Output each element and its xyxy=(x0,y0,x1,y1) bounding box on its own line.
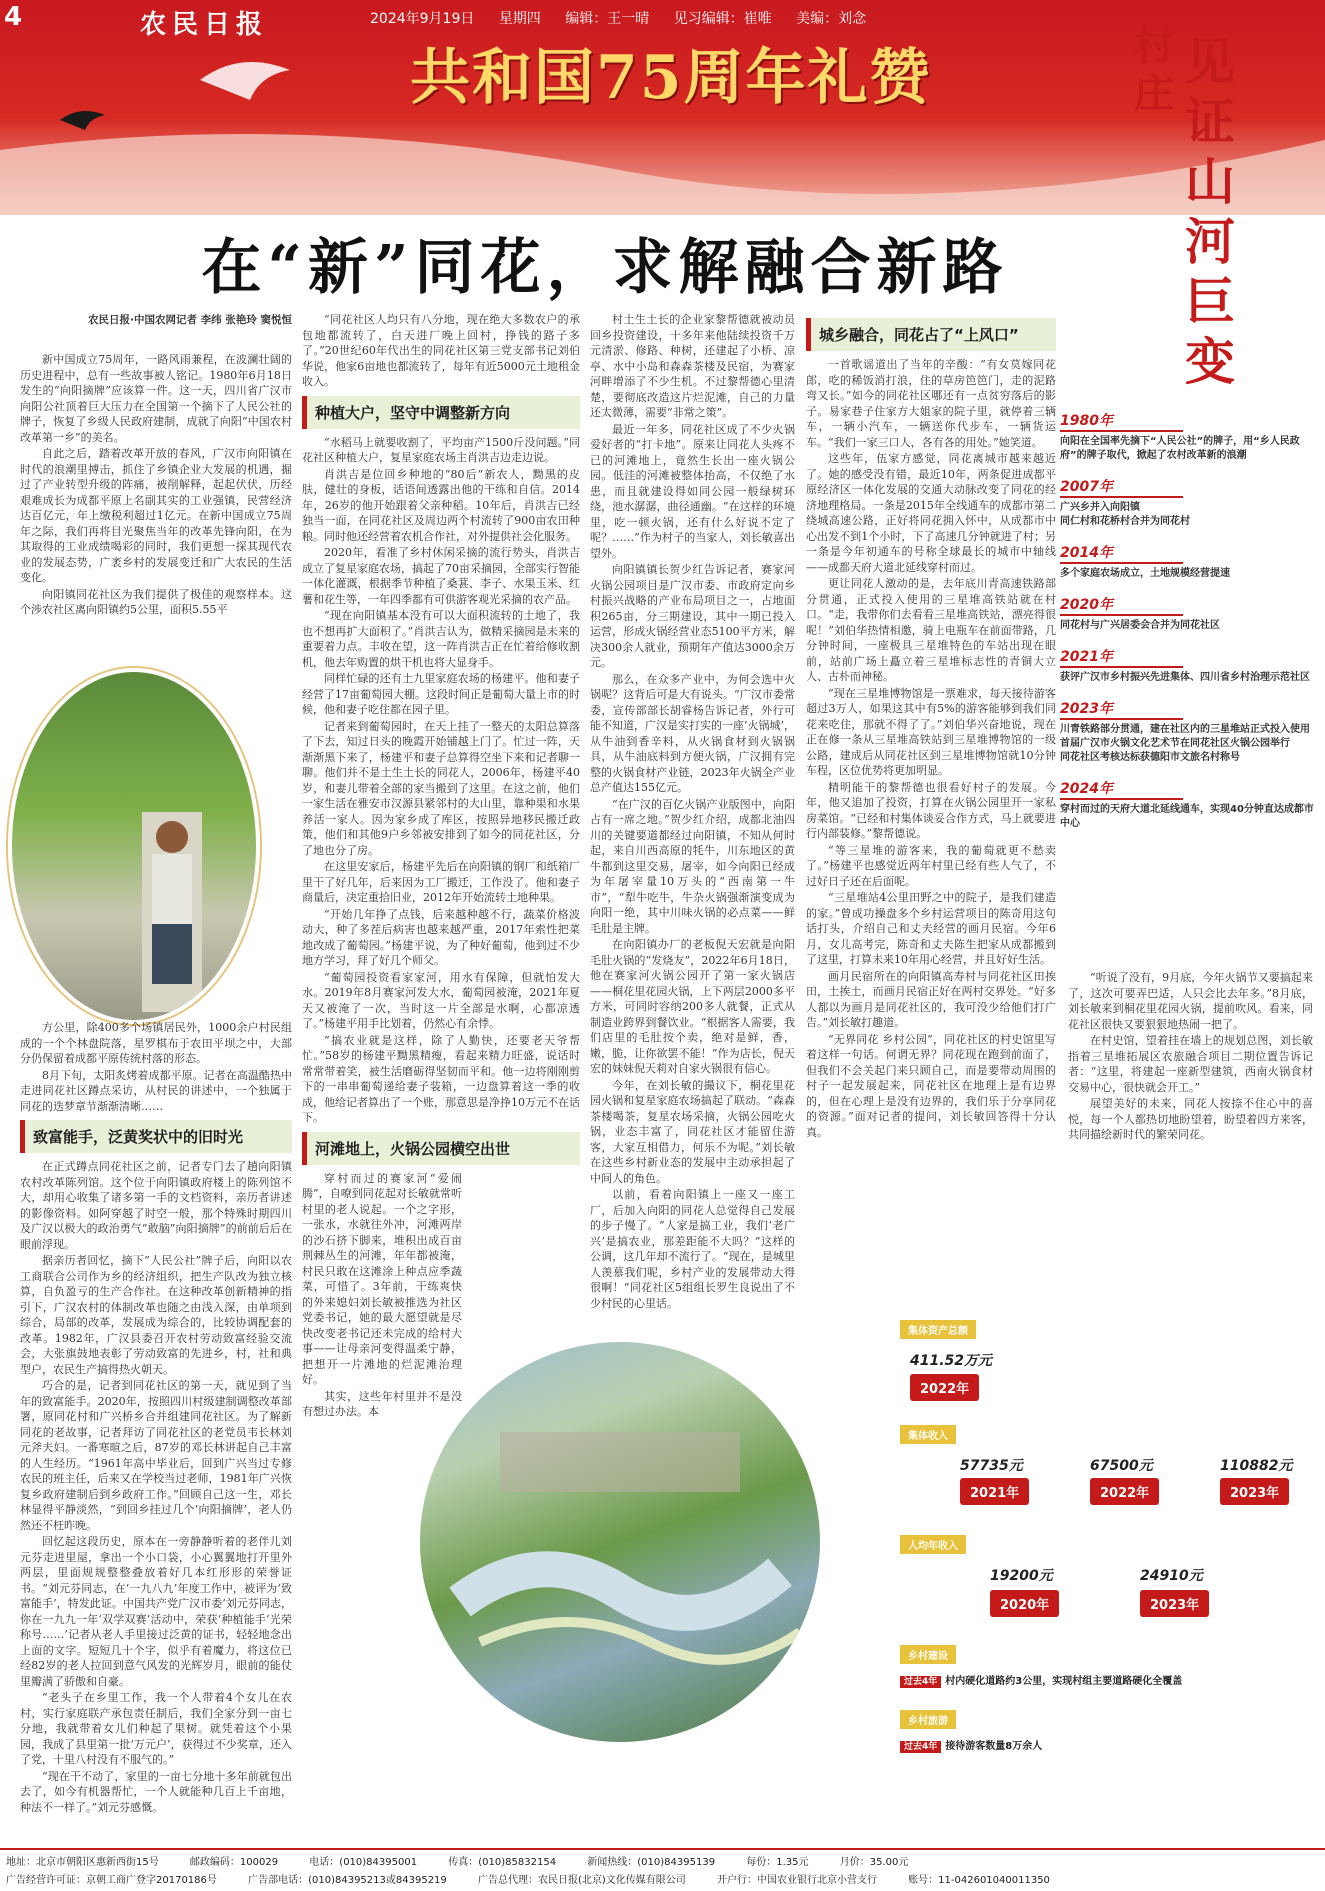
stat-year-per-capita: 2023年 xyxy=(1140,1590,1209,1617)
timeline-year: 2023年 xyxy=(1060,698,1183,720)
stat-text-tourism xyxy=(900,1737,1042,1752)
timeline-year: 2024年 xyxy=(1060,778,1183,800)
footer-hotline: 新闻热线：(010)84395139 xyxy=(587,1857,716,1868)
footer-address: 地址：北京市朝阳区惠新西街15号 xyxy=(6,1857,159,1868)
stat-year-income: 2022年 xyxy=(1090,1478,1159,1505)
timeline-entry xyxy=(1060,778,1318,831)
paragraph: “现在干不动了，家里的一亩七分地十多年前就包出去了，如今有机器帮忙，一个人就能种几百上千亩地，种法不一样了。”刘元芬感慨。 xyxy=(20,1769,292,1814)
paragraph: 在村史馆，望着挂在墙上的规划总图，刘长敏指着三星堆拓展区农旅融合项目二期位置告诉记者：“这里，将建起一座新型建筑，西南火锅食材交易中心，很快就会开工。” xyxy=(1068,1034,1313,1094)
paragraph: “现在三星堆博物馆是一票难求，每天接待游客超过3万人，如果这其中有5%的游客能够到我们同花来吃住，那就不得了了。”刘伯华兴奋地说，现在正在修一条从三星堆高铁站到三星堆博物馆的一级公路，建成后从同花社区到三星堆博物馆就10分钟车程，区位优势将更加明显。 xyxy=(806,686,1056,777)
paragraph: “搞农业就是这样，除了人勤快，还要老天爷帮忙。”58岁的杨建平黝黑精瘦，看起来精力旺盛，说话时常常带着笑，被生活磨砺得坚韧而平和。他一边将刚刚剪下的一串串葡萄递给妻子装箱，一边盘算着这一季的收成，他给记者算出了一个账，那意思是净挣10万元不在话下。 xyxy=(302,1033,580,1124)
paragraph: 一首歌谣道出了当年的辛酸：“有女莫嫁同花郎，吃的稀饭消打浪，住的草房笆笆门，走的泥路弯又长。”如今的同花社区哪还有一点贫穷落后的影子。易家巷子住家方大姐家的院子里，就停着三辆车，一辆小汽车，一辆送你代步车，一辆货运车。“我们一家三口人，各有各的用处。”她笑道。 xyxy=(806,358,1056,449)
paragraph: 在向阳镇办厂的老板倪天宏就是向阳毛肚火锅的“发烧友”，2022年6月18日，他在赛家河火锅公园开了第一家火锅店——桐花里花园火锅，上下两层2000多平方米，可同时容纳200多人就餐，正式从制造业跨界到餐饮业。“根据客人需要，我们店里的毛肚按个卖，绝对是鲜，香，嫩，脆，让你欲罢不能！”作为店长，倪天宏的妹妹倪天莉对自家火锅很有信心。 xyxy=(590,938,795,1075)
paragraph: 巧合的是，记者到同花社区的第一天，就见到了当年的致富能手。2020年，按照四川村级建制调整改革部署，原同花村和广兴桥乡合并组建同花社区。为了解新同花的老故事，记者拜访了同花社区的老党员韦长林刘元斧夫妇。一番寒暄之后，87岁的邓长林讲起自己丰富的人生经历。“1961年高中毕业后，回到广兴当过专修农民的班主任，后来又在学校当过老师，1981年广兴恢复乡政府建制后到乡政府工作。”回顾自己这一生，邓长林显得平静淡然，“到回乡挂过几个‘向阳摘牌’，老人仍然还不枉昨晚。 xyxy=(20,1379,292,1532)
stat-value-assets: 411.52万元 xyxy=(910,1353,993,1369)
paragraph: 在这里安家后，杨建平先后在向阳镇的钢厂和纸箱厂里干了好几年，后来因为工厂搬迁，工作没了。他和妻子商量后，决定重拾旧业，2012年开始流转土地种果。 xyxy=(302,860,580,904)
stat-value-per-capita: 19200元 xyxy=(990,1568,1053,1584)
park-illustration xyxy=(420,1342,820,1742)
paragraph: 最近一年多，同花社区成了不少火锅爱好者的“打卡地”。原来让同花人头疼不已的河滩地上，竟然生长出一座火锅公园。低洼的河滩被整体抬高，不仅绝了水患，而且就建设得如同公园一般绿树环绕，池水潺潺，曲径通幽。“在这样的环境里，吃一顿火锅，还有什么好说不定了呢？……”作为村子的当家人，刘长敏喜出望外。 xyxy=(590,422,795,560)
paragraph: 穿村而过的赛家河“爱闹腾”，自嘹到同花起对长敏就常听村里的老人说起。一个之字形，一张水，水就往外冲，河滩两岸的沙石挤下脚来，堆积出成百亩荆棘丛生的河滩，年年都被淹，村民只敢在这滩涂上种点应季蔬菜，可惜了。3年前，干练爽快的外来媳妇刘长敏被推选为社区党委书记，她的最大愿望就是尽快改变老书记还未完成的给村大事——让母亲河变得温柔宁静，把想开一片滩地的烂泥滩治理好。 xyxy=(302,1171,462,1386)
footer xyxy=(0,1848,1325,1891)
stat-year-income: 2023年 xyxy=(1220,1478,1289,1505)
issue-weekday: 星期四 xyxy=(498,11,541,27)
column-5 xyxy=(1068,970,1313,1144)
footer-phone: 电话：(010)84395001 xyxy=(309,1857,418,1868)
paragraph: 向阳镇同花社区为我们提供了极佳的观察样本。这个涉农社区离向阳镇约5公里，面积5.55平 xyxy=(20,587,292,616)
timeline-entry xyxy=(1060,410,1318,463)
section-heading-1: 致富能手，泛黄奖状中的旧时光 xyxy=(20,1120,292,1153)
paragraph: “现在向阳镇基本没有可以大面积流转的土地了，我也不想再扩大面积了。”肖洪吉认为，做精采摘园是未来的重要着力点。丰收在望，这一阵肖洪吉正在忙着给修收割机，他去年购置的烘干机也将大显身手。 xyxy=(302,609,580,669)
paragraph: 村土生土长的企业家黎帮德就被动员回乡投资建设，十多年来他陆续投资千万元清淤、修路、种树，还建起了小桥、凉亭、水中小岛和森森茶楼及民宿，为赛家河畔增添了不少生机。不过黎帮德心里清楚，要彻底改造这片烂泥滩，自己的力量还太微薄，需要“非常之策”。 xyxy=(590,313,795,419)
timeline-text: 同花村与广兴居委会合并为同花社区 xyxy=(1060,620,1220,631)
paragraph: “三星堆站4公里田野之中的院子，是我们建造的家。”曾成功操盘多个乡村运营项目的陈奇用这句话打头，介绍自己和丈夫经营的画月民宿。今年6月，女儿高考完，陈奇和丈夫陈生把家从成都搬到了这里，打算未来10年用心经营，并且好好生活。 xyxy=(806,891,1056,966)
column-1-bottom xyxy=(20,1020,292,1816)
footer-ad-license: 广告经营许可证：京朝工商广登字20170186号 xyxy=(6,1875,217,1886)
stat-label-income: 集体收入 xyxy=(900,1425,956,1444)
timeline-text: 川青铁路部分贯通，建在社区内的三星堆站正式投入使用 xyxy=(1060,724,1310,735)
paragraph: 在正式蹲点同花社区之前，记者专门去了趟向阳镇农村改革陈列馆。这个位于向阳镇政府楼上的陈列馆不大，却用心收集了诸多第一手的文档资料，亲历者讲述的影像资料。如阿穿越了时空一般，那个特殊时期四川及广汉以极大的政治勇气“敢脑”向阳摘牌”的前前后后在眼前浮现。 xyxy=(20,1160,292,1251)
byline: 农民日报·中国农网记者 李纬 张艳玲 窦悦恒 xyxy=(88,314,292,326)
paragraph: 向阳镇镇长贺少红告诉记者，赛家河火锅公园项目是广汉市委、市政府定向乡村振兴战略的产业布局项目之一，占地面积265亩，分三期建设，其中一期已投入运营，形成火锅经营业态5100平方米，解决300余人就业，预期年产值达3000余万元。 xyxy=(590,563,795,669)
issue-date: 2024年9月19日 xyxy=(370,11,475,27)
timeline-text: 同仁村和花桥村合并为同花村 xyxy=(1060,516,1190,527)
paragraph: 画月民宿所在的向阳镇高寿村与同花社区田挨田，土挨土，而画月民宿正好在两村交界处。“好多人都以为画月是同花社区的，我可没少给他们打广告。”刘长敏打趣道。 xyxy=(806,969,1056,1029)
publication-info xyxy=(370,8,886,28)
editor: 编辑：王一晴 xyxy=(565,11,650,27)
footer-bank: 开户行：中国农业银行北京小营支行 xyxy=(716,1875,877,1886)
page-number: 4 xyxy=(4,2,23,32)
stat-label-assets: 集体资产总额 xyxy=(900,1320,976,1339)
paragraph: “同花社区人均只有八分地，现在绝大多数农户的承包地都流转了，白天进厂晚上回村，挣钱的路子多了。”20世纪60年代出生的同花社区第三党支部书记刘伯华说，他家6亩地也都流转了，每年有近5000元土地租金收入。 xyxy=(302,313,580,388)
stat-year-income: 2021年 xyxy=(960,1478,1029,1505)
paragraph: 新中国成立75周年，一路风雨兼程，在波澜壮阔的历史进程中，总有一些故事被人铭记。1980年6月18日发生的“向阳摘牌”应该算一件。这一天，四川省广汉市向阳公社顶着巨大压力在全国第一个摘下了人民公社的牌子，恢复了乡级人民政府建制，成就了向阳“中国农村改革第一乡”的美名。 xyxy=(20,353,292,444)
stat-label-tourism: 乡村旅游 xyxy=(900,1710,956,1729)
paragraph: “水稻马上就要收割了，平均亩产1500斤没问题。”同花社区种植大户，复星家庭农场主肖洪吉边走边说。 xyxy=(302,435,580,464)
paragraph: 今年，在刘长敏的撮议下，桐花里花园火锅和复星家庭农场搞起了联动。“森森茶楼喝茶，复星农场采摘，火锅公园吃火锅，业态丰富了，同花社区才能留住游客，大家互相借力，何乐不为呢。”刘长敏在这些乡村新业态的发展中主动承担起了中间人的角色。 xyxy=(590,1078,795,1185)
footer-ad-agent: 广告总代理：农民日报(北京)文化传媒有限公司 xyxy=(477,1875,686,1886)
stat-label-per-capita: 人均年收入 xyxy=(900,1535,966,1554)
column-4 xyxy=(806,312,1056,1141)
paper-name: 农民日报 xyxy=(140,10,269,40)
banner xyxy=(0,0,1325,215)
paragraph: 那么，在众多产业中，为何会选中火锅呢？这背后可是大有说头。“广汉市委常委，宣传部部长胡睿杨告诉记者，外行可能不知道，广汉是实打实的一座‘火锅城’，从牛油到香辛料，从火锅食材到火锅锅具，从牛油底料到方便火锅，广汉拥有完整的火锅食材产业链，2023年火锅全产业总产值达155亿元。 xyxy=(590,672,795,794)
stat-value-income: 110882元 xyxy=(1220,1458,1293,1474)
paragraph: 据亲历者回忆，摘下“人民公社”牌子后，向阳以农工商联合公司作为乡的经济组织，把生产队改为独立核算，自负盈亏的生产合作社。在这种改革创新精神的指引下，广汉农村的体制改革也随之由浅入深，由单项到综合，局部的改革，发展成为综合的，比较协调配套的改革。1982年，广汉县委召开农村劳动致富经验交流会，大张旗鼓地表彰了劳动致富的先进乡，村，社和典型户，农民生产搞得热火朝天。 xyxy=(20,1254,292,1376)
timeline-text: 广兴乡并入向阳镇 xyxy=(1060,502,1140,513)
paragraph: 展望美好的未来，同花人按捺不住心中的喜悦，每一个人都热切地盼望着，盼望着四方来客，共同描绘新时代的繁荣同花。 xyxy=(1068,1097,1313,1141)
footer-account: 账号：11-042601040011350 xyxy=(908,1875,1050,1886)
paragraph: “葡萄园投资看家家河，用水有保障，但就怕发大水。2019年8月赛家河发大水，葡萄园被淹，2021年夏天又被淹了一次，当时这一片全部是水啊，心都凉透了。”杨建平用手比划着，仍然心有余悸。 xyxy=(302,970,580,1030)
column-2 xyxy=(302,312,580,1421)
paragraph: 同样忙碌的还有土九里家庭农场的杨建平。他和妻子经营了17亩葡萄园大棚。这段时间正是葡萄大量上市的时候，他和妻子吃住都在园子里。 xyxy=(302,672,580,716)
paragraph: 以前，看着向阳镇上一座又一座工厂，后加入向阳的同花人总觉得自己发展的步子慢了。“人家是搞工业，我们‘老广兴’是搞农业，那差距能不大吗？”这样的公调，这几年却不流行了。“现在，是城里人羡慕我们呢，乡村产业的发展带动大得很啊！”同花社区5组组长罗生良说出了不少村民的心里话。 xyxy=(590,1188,795,1310)
timeline-text: 同花社区考核达标获德阳市文旅名村称号 xyxy=(1060,752,1240,763)
section-heading-4: 城乡融合，同花占了“上风口” xyxy=(806,318,1056,351)
column-1-top xyxy=(20,352,292,619)
farmer-photo xyxy=(8,668,260,1024)
paragraph: 记者来到葡萄园时，在天上挂了一整天的太阳总算落了下去，知过日头的晚霞开始铺越上门了。忙过一阵，天渐渐黑下来了，杨建平和妻子总算得空坐下来和记者聊一聊。他们并不是土生土长的同花人，2006年，杨建平40岁，和妻儿带着全部的家当搬到了这里。在这之前，他们一家生活在雅安市汉源县紧邻村的大山里，靠种果和水果养活一家人。因为家乡成了库区，按照异地移民搬迁政策，他们和其他9户乡邻被安排到了如今的同花社区，分了地也分了房。 xyxy=(302,719,580,857)
timeline-year: 1980年 xyxy=(1060,410,1183,432)
stat-value-per-capita: 24910元 xyxy=(1140,1568,1203,1584)
timeline-year: 2007年 xyxy=(1060,476,1183,498)
paragraph: 2020年，看准了乡村休闲采摘的流行势头，肖洪吉成立了复星家庭农场，搞起了70亩采摘园，全部实行智能一体化灌溉，根据季节种植了桑葚、李子、水果玉米、红薯和花生等，一年四季都有可供游客观光采摘的农产品。 xyxy=(302,546,580,606)
footer-price-month: 月价：35.00元 xyxy=(839,1857,909,1868)
footer-postcode: 邮政编码：100029 xyxy=(189,1857,279,1868)
timeline-entry xyxy=(1060,542,1318,581)
timeline-text: 向阳在全国率先摘下“人民公社”的牌子，用“乡人民政府”的牌子取代，掀起了农村改革新的浪潮 xyxy=(1060,436,1300,461)
paragraph: 方公里，除400多个场镇居民外，1000余户村民组成的一个个林盘院落，星罗棋布于农田平坝之中，大部分仍保留着成都平原传统村落的形态。 xyxy=(20,1021,292,1065)
stat-tag: 过去4年 xyxy=(900,1676,941,1688)
column-tag-slogan: 见证山河巨变 xyxy=(1185,32,1235,391)
paragraph: “无界同花 乡村公园”，同花社区的村史馆里写着这样一句话。何谓无界？同花现在跑到前面了，但我们不会关起门来只顾自己，而是要带动周围的村子一起发展起来，同花社区在地理上是有边界的，但在心理上是没有边界的，我们乐于分享同花的资源。”面对记者的提问，刘长敏回答得十分认真。 xyxy=(806,1032,1056,1139)
statistics-panel xyxy=(900,1310,1320,1760)
paragraph: 回忆起这段历史，原本在一旁静静听着的老伴儿刘元芬走进里屋，拿出一个小口袋，小心翼翼地打开里外两层，里面规规整整叠放着好几本红形形的荣誉证书。“刘元芬同志，在‘一九八九’年度工作中，被评为‘致富能手’，特发此证。中国共产党广汉市委‘刘元芬同志，你在一九九一年‘双学双赛’活动中，荣获‘种植能手’光荣称号……’记者从老人手里接过泛黄的证书，轻轻地念出上面的文字。短短几十个字，似乎有着魔力，将这位已经82岁的老人拉回到意气风发的光辉岁月，眼前的能仗里瓣满了骄傲和自豪。 xyxy=(20,1535,292,1688)
farmer-illustration xyxy=(12,672,260,1024)
hotpot-park-aerial-photo xyxy=(420,1342,820,1742)
stat-year-per-capita: 2020年 xyxy=(990,1590,1059,1617)
stat-label-roads: 乡村建设 xyxy=(900,1645,956,1664)
timeline-entry xyxy=(1060,698,1318,765)
paragraph: 自此之后，踏着改革开放的春风，广汉市向阳镇在时代的浪潮里搏击，抓住了乡镇企业大发展的机遇，掘过了产业转型升级的阵痛，被削解释，起起伏伏，历经艰难成长为成都平原上名副其实的工业强镇，民营经济达百亿元，年上缴税利超过1亿元。在新中国成立75周年之际，我们再将目光聚焦当年的改革先锋向阳，在为其取得的工业成绩喝彩的同时，我们更想一探其现代农业的发展态势，广袤乡村的发展变迁和广大农民的生活变化。 xyxy=(20,447,292,584)
column-tag-village: 村庄 xyxy=(1134,22,1174,117)
stat-year-assets: 2022年 xyxy=(910,1374,979,1401)
column-3 xyxy=(590,312,795,1312)
section-heading-2: 种植大户，坚守中调整新方向 xyxy=(302,396,580,429)
paragraph: “老头子在乡里工作，我一个人带着4个女儿在农村，实行家庭联产承包责任制后，我们全家分到一亩七分地，我就带着女儿们种起了果树。就凭着这个小果园，我成了县里第一批‘万元户’，获得过不少奖章，还入了党，十里八村没有不服气的。” xyxy=(20,1691,292,1766)
footer-fax: 传真：(010)85832154 xyxy=(448,1857,557,1868)
timeline xyxy=(1060,410,1318,844)
stat-value-income: 57735元 xyxy=(960,1458,1023,1474)
timeline-entry xyxy=(1060,476,1318,529)
footer-ad-phone: 广告部电话：(010)84395213或84395219 xyxy=(248,1875,447,1886)
paragraph: “听说了没有，9月底，今年火锅节又要搞起来了，这次可要弄巴适，人只会比去年多。”8月底，刘长敏来到桐花里花园火锅，提前吹风。看来，同花社区很快又要狠狠地热闹一把了。 xyxy=(1068,971,1313,1031)
paragraph: 精明能干的黎帮德也很看好村子的发展。今年，他又追加了投资，打算在火锅公园里开一家私房菜馆。“已经和村集体谈妥合作方式，马上就要进行内部装修。”黎帮德说。 xyxy=(806,780,1056,840)
paragraph: 更让同花人激动的是，去年底川青高速铁路部分贯通，正式投入使用的三星堆高铁站就在村口。“走，我带你们去看看三星堆高铁站，漂亮得很呢！”刘伯华热情相邀，骑上电瓶车在前面带路，几分钟时间，一座极具三星堆特色的车站出现在眼前，站前广场上矗立着三星堆标志性的青铜大立人、古朴而神秘。 xyxy=(806,577,1056,683)
timeline-entry xyxy=(1060,594,1318,633)
stat-tag: 过去4年 xyxy=(900,1741,941,1753)
paragraph: 其实，这些年村里并不是没有想过办法。本 xyxy=(302,1389,462,1418)
stat-tourism-text: 接待游客数量8万余人 xyxy=(945,1741,1043,1752)
section-heading-3: 河滩地上，火锅公园横空出世 xyxy=(302,1132,580,1165)
wrap-text xyxy=(302,1171,462,1420)
timeline-text: 穿村而过的天府大道北延线通车，实现40分钟直达成都市中心 xyxy=(1060,804,1314,829)
paragraph: “开始几年挣了点钱，后来越种越不行，蔬菜价格波动大，种了多茬后病害也越来越严重，2017年索性把菜地改成了葡萄园。”杨建平说，为了种好葡萄，他到过不少地方学习，拜了好几个师父。 xyxy=(302,907,580,967)
paragraph: 8月下旬，太阳炙烤着成都平原。记者在高温酷热中走进同花社区蹲点采访，从村民的讲述中，一个独属于同花的迭梦章节渐渐清晰…… xyxy=(20,1068,292,1113)
paragraph: “等三星堆的游客来，我的葡萄就更不愁卖了。”杨建平也感觉近两年村里已经有些人气了，不过好日子还在后面呢。 xyxy=(806,843,1056,888)
timeline-year: 2020年 xyxy=(1060,594,1183,616)
intern-editor: 见习编辑：崔唯 xyxy=(673,11,772,27)
timeline-year: 2014年 xyxy=(1060,542,1183,564)
paragraph: “在广汉的百亿火锅产业版图中，向阳占有一席之地。”贺少红介绍，成都北油四川的关键要道都经过向阳镇，不知从何时起，来自川西高原的牦牛，川东地区的黄牛都到这里交易，屠宰，如今向阳已经成为年屠宰量10万头的“西南第一牛市”，“犁牛吃牛，牛杂火锅强渐演变成为向阳一绝，其中川味火锅的必点菜——鲜毛肚是主牌。 xyxy=(590,797,795,935)
paragraph: 这些年，伍家方感觉，同花离城市越来越近了。她的感受没有错，最近10年，两条促进成都平原经济区一体化发展的交通大动脉改变了同花的经济地理格局。一条是2015年全线通车的成都市第二绕城高速公路，正好将同花拥入怀中，从成都市中心出发不到1个小时，下了高速几分钟就进了村；另一条是今年初通车的号称全球最长的城市中轴线——成都天府大道北延线穿村而过。 xyxy=(806,452,1056,574)
timeline-text: 获评广汉市乡村振兴先进集体、四川省乡村治理示范社区 xyxy=(1060,672,1310,683)
footer-line-1 xyxy=(6,1853,1319,1868)
timeline-year: 2021年 xyxy=(1060,646,1183,668)
footer-line-2 xyxy=(6,1871,1319,1886)
banner-title: 共和国75周年礼赞 xyxy=(410,43,932,113)
article-headline: 在“新”同花，求解融合新路 xyxy=(201,233,1009,303)
footer-price-copy: 每份：1.35元 xyxy=(746,1857,809,1868)
art-editor: 美编：刘念 xyxy=(796,11,867,27)
stat-roads-text: 村内硬化道路约3公里，实现村组主要道路硬化全覆盖 xyxy=(945,1676,1183,1687)
timeline-text: 首届广汉市火锅文化艺术节在同花社区火锅公园举行 xyxy=(1060,738,1290,749)
timeline-entry xyxy=(1060,646,1318,685)
stat-text-roads xyxy=(900,1672,1182,1687)
stat-value-income: 67500元 xyxy=(1090,1458,1153,1474)
paragraph: 肖洪吉是位回乡种地的“80后”新农人，黝黑的皮肤，健壮的身板，话语间透露出他的干练和自信。2014年，26岁的他开始跟着父亲种稻。10年后，肖洪吉已经独当一面，在同花社区及周边两个村流转了900亩农田种粮。同时他还经营着农机合作社，对外提供社会化服务。 xyxy=(302,467,580,543)
timeline-text: 多个家庭农场成立，土地规模经营提速 xyxy=(1060,568,1230,579)
